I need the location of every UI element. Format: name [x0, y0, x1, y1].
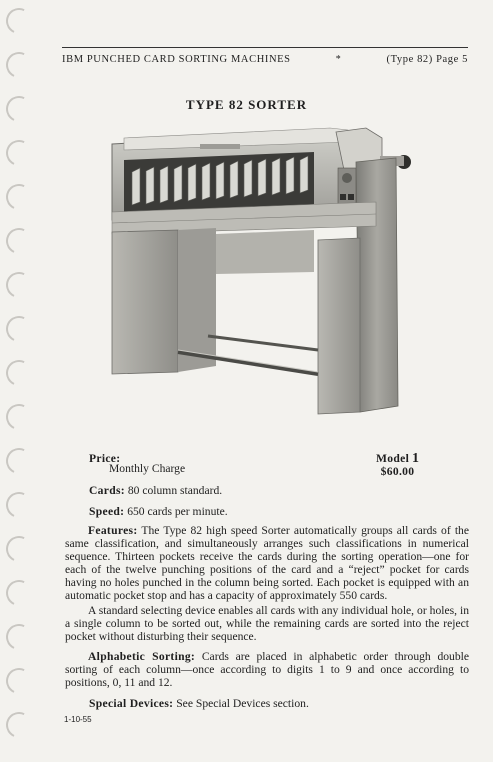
binder-hole-icon	[2, 224, 35, 257]
monthly-charge-label: Monthly Charge	[109, 462, 186, 475]
speed-text: 650 cards per minute.	[127, 505, 228, 518]
model-number: 1	[412, 451, 419, 466]
page-header	[62, 54, 468, 65]
features-text: The Type 82 high speed Sorter automatically groups all cards of the same classification, and simultaneously arranges such classifications in numerical sequence. Thirteen pockets receive the cards during the sorting operation—one for each of the twelve punching positions of the card and a “reject” pocket for cards having no holes punched in the column being sorted. Each pocket is equipped with an automatic pocket stop and has a capacity of approximately 550 cards.	[65, 524, 469, 602]
page-title: TYPE 82 SORTER	[185, 97, 308, 112]
selecting-paragraph	[65, 604, 469, 643]
features-paragraph	[65, 524, 469, 602]
special-devices-text: See Special Devices section.	[176, 697, 309, 710]
speed-line	[89, 505, 228, 518]
binder-hole-icon	[2, 708, 35, 741]
binder-hole-icon	[2, 136, 35, 169]
cards-line	[89, 484, 222, 497]
binder-hole-icon	[2, 576, 35, 609]
header-page-number: (Type 82) Page 5	[386, 54, 468, 65]
binder-hole-icon	[2, 48, 35, 81]
model-label: Model	[376, 452, 410, 465]
binder-hole-icon	[2, 664, 35, 697]
binder-hole-icon	[2, 532, 35, 565]
header-separator: *	[335, 54, 342, 65]
footer-date: 1-10-55	[64, 715, 92, 724]
speed-label: Speed:	[89, 505, 125, 518]
special-devices-line	[89, 697, 309, 710]
binder-hole-icon	[2, 268, 35, 301]
binder-hole-icon	[2, 444, 35, 477]
binder-hole-icon	[2, 180, 35, 213]
header-rule	[62, 47, 468, 48]
binder-hole-icon	[2, 400, 35, 433]
alphabetic-label: Alphabetic Sorting:	[88, 650, 196, 663]
sorter-machine-photo	[104, 122, 424, 422]
price-label: Price:	[89, 452, 121, 465]
monthly-amount: $60.00	[380, 465, 415, 478]
alphabetic-paragraph	[65, 650, 469, 689]
selecting-text: A standard selecting device enables all cards with any individual hole, or holes, in a single column to be sorted out, while the remaining cards are sorted into the reject pocket without disturbing their sequence.	[65, 604, 469, 643]
cards-label: Cards:	[89, 484, 125, 497]
header-title: IBM PUNCHED CARD SORTING MACHINES	[62, 54, 291, 65]
binder-hole-icon	[2, 356, 35, 389]
model-price	[376, 452, 419, 478]
binder-hole-icon	[2, 620, 35, 653]
binder-hole-icon	[2, 488, 35, 521]
binder-hole-icon	[2, 312, 35, 345]
features-label: Features:	[88, 524, 138, 537]
alphabetic-text: Cards are placed in alphabetic order through double sorting of each column—once according to digits 1 to 9 and once according to positions, 0, 11 and 12.	[65, 650, 469, 689]
binder-hole-icon	[2, 4, 35, 37]
special-devices-label: Special Devices:	[89, 697, 174, 710]
cards-text: 80 column standard.	[127, 484, 223, 497]
